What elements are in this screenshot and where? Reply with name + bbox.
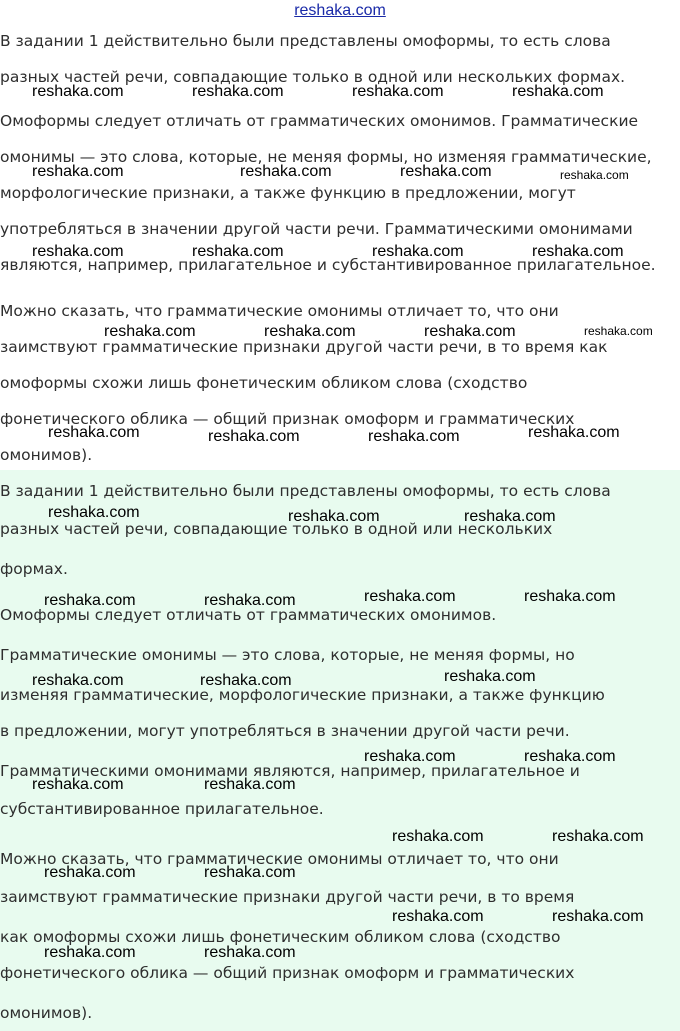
paragraph-line: разных частей речи, совпадающие только в одной или нескольких формах. [0, 68, 626, 86]
watermark-text: reshaka.com [444, 668, 536, 685]
watermark-text: reshaka.com [584, 324, 653, 338]
paragraph-line: омонимы — это слова, которые, не меняя формы, но изменяя грамматические, [0, 148, 652, 166]
watermark-text: reshaka.com [104, 323, 196, 340]
watermark-text: reshaka.com [352, 83, 444, 100]
watermark-text: reshaka.com [424, 323, 516, 340]
watermark-text: reshaka.com [204, 864, 296, 881]
watermark-text: reshaka.com [192, 243, 284, 260]
paragraph-line: употребляться в значении другой части речи. Грамматическими омонимами [0, 220, 633, 238]
watermark-text: reshaka.com [560, 168, 629, 182]
watermark-text: reshaka.com [532, 243, 624, 260]
watermark-text: reshaka.com [204, 944, 296, 961]
watermark-text: reshaka.com [528, 424, 620, 441]
watermark-text: reshaka.com [368, 428, 460, 445]
watermark-text: reshaka.com [32, 672, 124, 689]
watermark-text: reshaka.com [44, 864, 136, 881]
paragraph-line: Омоформы следует отличать от грамматических омонимов. [0, 606, 497, 624]
paragraph-line: формах. [0, 560, 68, 578]
watermark-text: reshaka.com [364, 588, 456, 605]
watermark-text: reshaka.com [204, 776, 296, 793]
paragraph-line: заимствуют грамматические признаки другой части речи, в то время как [0, 338, 608, 356]
watermark-text: reshaka.com [192, 83, 284, 100]
paragraph-line: в предложении, могут употребляться в значении другой части речи. [0, 722, 570, 740]
paragraph-line: морфологические признаки, а также функцию в предложении, могут [0, 184, 576, 202]
paragraph-line: омонимов). [0, 446, 93, 464]
watermark-text: reshaka.com [400, 163, 492, 180]
watermark-text: reshaka.com [208, 428, 300, 445]
paragraph-line: Омоформы следует отличать от грамматических омонимов. Грамматические [0, 112, 639, 130]
paragraph-line: В задании 1 действительно были представлены омоформы, то есть слова [0, 482, 611, 500]
watermark-text: reshaka.com [552, 908, 644, 925]
paragraph-line: фонетического облика — общий признак омоформ и грамматических [0, 964, 575, 982]
watermark-text: reshaka.com [32, 776, 124, 793]
watermark-text: reshaka.com [32, 243, 124, 260]
paragraph-line: Грамматические омонимы — это слова, которые, не меняя формы, но [0, 646, 575, 664]
paragraph-line: В задании 1 действительно были представлены омоформы, то есть слова [0, 32, 611, 50]
paragraph-line: омонимов). [0, 1004, 93, 1022]
watermark-text: reshaka.com [392, 908, 484, 925]
site-header-link[interactable]: reshaka.com [294, 2, 386, 19]
watermark-text: reshaka.com [524, 588, 616, 605]
watermark-text: reshaka.com [48, 424, 140, 441]
watermark-text: reshaka.com [204, 592, 296, 609]
paragraph-line: заимствуют грамматические признаки другой части речи, в то время [0, 888, 575, 906]
watermark-text: reshaka.com [32, 163, 124, 180]
watermark-text: reshaka.com [240, 163, 332, 180]
watermark-text: reshaka.com [32, 83, 124, 100]
watermark-text: reshaka.com [464, 508, 556, 525]
watermark-text: reshaka.com [512, 83, 604, 100]
watermark-text: reshaka.com [524, 748, 616, 765]
paragraph-line: Можно сказать, что грамматические омонимы отличает то, что они [0, 850, 559, 868]
paragraph-line: разных частей речи, совпадающие только в одной или нескольких [0, 520, 553, 538]
paragraph-line: субстантивированное прилагательное. [0, 800, 324, 818]
watermark-text: reshaka.com [44, 592, 136, 609]
paragraph-line: Грамматическими омонимами являются, например, прилагательное и [0, 762, 580, 780]
paragraph-line: омоформы схожи лишь фонетическим обликом слова (сходство [0, 374, 528, 392]
watermark-text: reshaka.com [264, 323, 356, 340]
paragraph-line: являются, например, прилагательное и субстантивированное прилагательное. [0, 256, 656, 274]
watermark-text: reshaka.com [364, 748, 456, 765]
paragraph-line: Можно сказать, что грамматические омонимы отличает то, что они [0, 302, 559, 320]
paragraph-line: изменяя грамматические, морфологические признаки, а также функцию [0, 686, 605, 704]
paragraph-line: фонетического облика — общий признак омоформ и грамматических [0, 410, 575, 428]
watermark-text: reshaka.com [48, 504, 140, 521]
watermark-text: reshaka.com [552, 828, 644, 845]
watermark-text: reshaka.com [200, 672, 292, 689]
watermark-text: reshaka.com [44, 944, 136, 961]
watermark-text: reshaka.com [288, 508, 380, 525]
watermark-text: reshaka.com [392, 828, 484, 845]
paragraph-line: как омоформы схожи лишь фонетическим обликом слова (сходство [0, 928, 561, 946]
watermark-text: reshaka.com [372, 243, 464, 260]
